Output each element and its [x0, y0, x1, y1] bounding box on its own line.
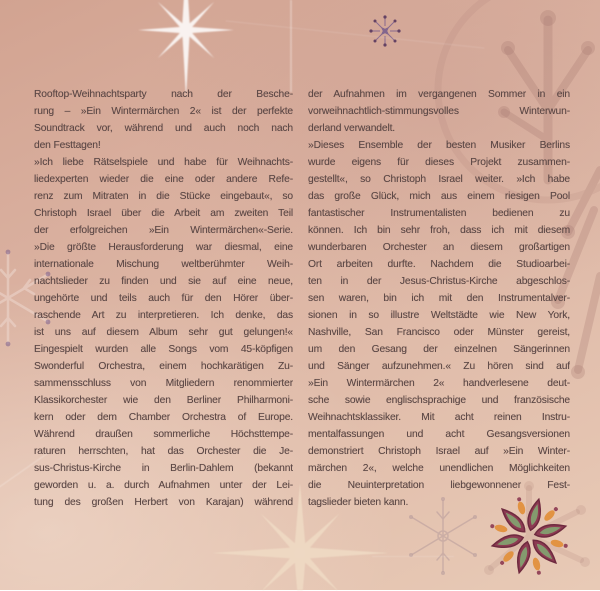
text-line: Swonderful Orchestra, einem hochkarätigen Zu-: [34, 361, 293, 372]
text-line: Nashville, San Francisco oder Münster gereist,: [308, 327, 570, 338]
text-line: das große Glück, mich aus einem riesigen Pool: [308, 191, 570, 202]
text-line: wurde eigens für dieses Projekt zusammen-: [308, 157, 570, 168]
text-line: und Sänger aufzunehmen.« Zu hören sind auf: [308, 361, 570, 372]
text-line: »Ich liebe Rätselspiele und habe für Weihnachts-: [34, 157, 293, 168]
text-line: nachtslieder zu finden und sie auf eine neue,: [34, 276, 293, 287]
text-line: den Festtagen!: [34, 140, 101, 151]
text-line: ist uns auf diesem Album sehr gut gelungen!«: [34, 327, 293, 338]
text-line: fantastischer Instrumentalisten bedienen zu: [308, 208, 570, 219]
text-line: Eingespielt wurden alle Songs vom 45-köpfigen: [34, 344, 293, 355]
text-line: »Die größte Herausforderung war diesmal, eine: [34, 242, 293, 253]
text-line: raturen herrschten, hat das Orchester die Je-: [34, 446, 293, 457]
text-line: die Neuinterpretation liebgewonnener Fest-: [308, 480, 570, 491]
small-purple-snowflake-icon: [367, 13, 403, 49]
paper-crease: [372, 556, 454, 557]
text-line: um den Gesang der einzelnen Sängerinnen: [308, 344, 570, 355]
text-line: tagslieder bieten kann.: [308, 497, 409, 508]
text-line: sionen in so illustre Weltstädte wie New York,: [308, 310, 570, 321]
text-line: internationale Mischung weltberühmter Weih-: [34, 259, 293, 270]
text-line: Soundtrack vor, während und auch noch nach: [34, 123, 293, 134]
text-column-right: [308, 86, 570, 511]
text-line: sen waren, bin ich mit den Instrumentalver-: [308, 293, 570, 304]
text-line: Weihnachtsklassiker. Mit acht reinen Instru-: [308, 412, 570, 423]
text-line: »Dieses Ensemble der besten Musiker Berlins: [308, 140, 570, 151]
text-line: geworden u. a. durch Aufnahmen unter der Lei-: [34, 480, 293, 491]
text-line: vorweihnachtlich-stimmungsvolles Winterwun-: [308, 106, 570, 117]
text-line: Rooftop-Weihnachtsparty nach der Besche-: [34, 89, 293, 100]
text-line: liedexperten wieder die eine oder andere Refe-: [34, 174, 293, 185]
text-line: Während draußen sommerliche Höchsttempe-: [34, 429, 293, 440]
text-line: können. Ich bin sehr froh, dass ich mit diesem: [308, 225, 570, 236]
text-line: gestellt«, so Christoph Israel weiter. »Ich habe: [308, 174, 570, 185]
text-line: märchen 2«, welche unendlichen Möglichkeiten: [308, 463, 570, 474]
text-line: raschende Art zu interpretieren. Ich denke, das: [34, 310, 293, 321]
text-line: der Aufnahmen im vergangenen Sommer in ein: [308, 89, 570, 100]
text-line: rung – »Ein Wintermärchen 2« ist der perfekte: [34, 106, 293, 117]
text-line: Christoph Israel über die Arbeit am zweiten Teil: [34, 208, 293, 219]
text-line: Klassikorchester wie den Berliner Philharmoni-: [34, 395, 293, 406]
text-line: derland verwandelt.: [308, 123, 396, 134]
text-line: tung des großen Herbert von Karajan) während: [34, 497, 293, 508]
text-line: der erfolgreichen »Ein Wintermärchen«-Serie.: [34, 225, 293, 236]
text-line: renz zum Mitraten in die Stücke eingebaut«, so: [34, 191, 293, 202]
text-line: mentalfassungen und acht Gesangsversionen: [308, 429, 570, 440]
text-line: wunderbaren Orchester an diesem großartigen: [308, 242, 570, 253]
text-line: ungehörte und teils auch für den Hörer über-: [34, 293, 293, 304]
text-line: Ort arbeiten durfte. Nachdem die Studioarbei-: [308, 259, 570, 270]
paper-crease: [290, 0, 292, 92]
text-column-left: [34, 86, 293, 511]
text-line: sus-Christus-Kirche in Berlin-Dahlem (bekannt: [34, 463, 293, 474]
text-line: »Ein Wintermärchen 2« handverlesene deut-: [308, 378, 570, 389]
text-line: demonstriert Christoph Israel auf »Ein Winter-: [308, 446, 570, 457]
text-line: kern oder dem Chamber Orchestra of Europe.: [34, 412, 293, 423]
text-line: sammensschluss von Mitgliedern renommierter: [34, 378, 293, 389]
text-line: ten in der Jesus-Christus-Kirche abgeschlos-: [308, 276, 570, 287]
text-line: sche sowie englischsprachige und französische: [308, 395, 570, 406]
